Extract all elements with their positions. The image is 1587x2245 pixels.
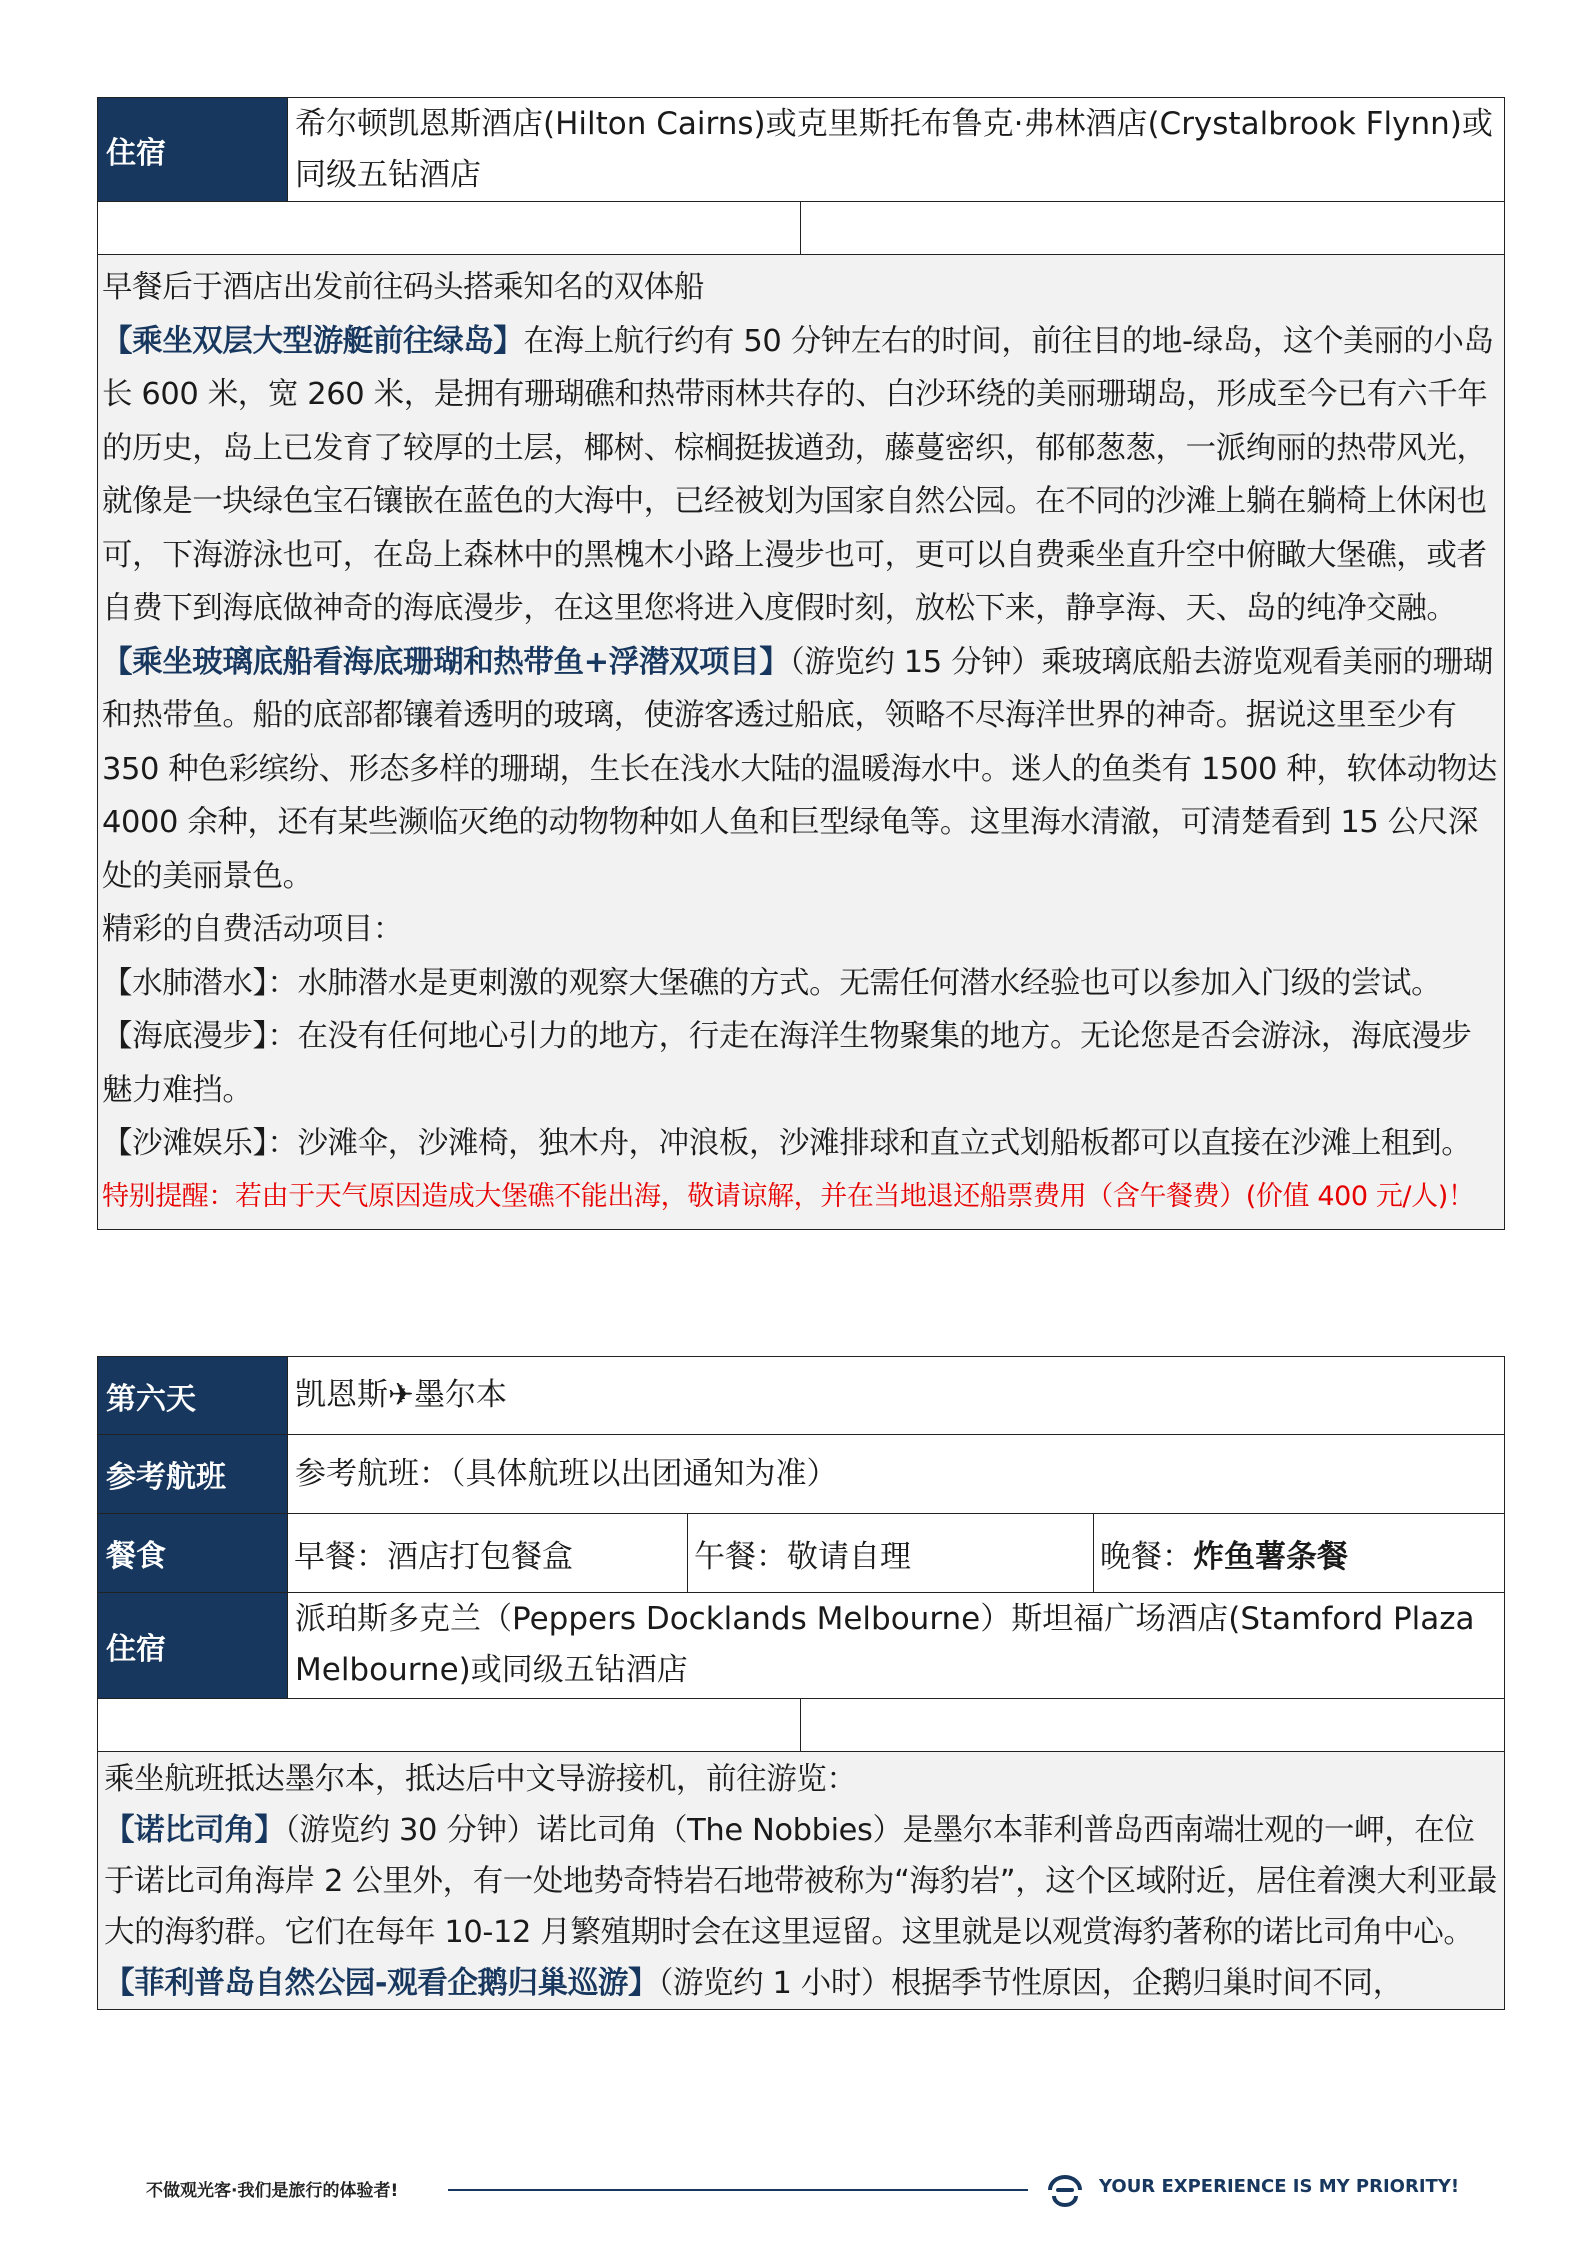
glass-boat-paragraph: 【乘坐玻璃底船看海底珊瑚和热带鱼+浮潜双项目】（游览约 15 分钟）乘玻璃底船去游览观看美丽的珊瑚和热带鱼。船的底部都镶着透明的玻璃，使游客透过船底，领略不尽海洋世界的神奇。据说这里至少有 350 种色彩缤纷、形态多样的珊瑚，生长在浅水大陆的温暖海水中。迷人的鱼类有 1500 种，软体动物达 4000 余种，还有某些濒临灭绝的动物物种如人鱼和巨型绿龟等。这里海水清澈，可清楚看到 15 公尺深处的美丽景色。 [102, 644, 1498, 894]
optional-scuba: 【水肺潜水】：水肺潜水是更刺激的观察大堡礁的方式。无需任何潜水经验也可以参加入门级的尝试。 [102, 965, 1442, 1001]
footer-slogan: 不做观光客·我们是旅行的体验者! [146, 2181, 399, 2201]
nobbies-title: 【诺比司角】 [104, 1813, 285, 1848]
green-island-paragraph: 【乘坐双层大型游艇前往绿岛】在海上航行约有 50 分钟左右的时间，前往目的地-绿岛，这个美丽的小岛长 600 米，宽 260 米，是拥有珊瑚礁和热带雨林共存的、白沙环绕的美丽珊瑚岛，形成至今已有六千年的历史，岛上已发育了较厚的土层，椰树、棕榈挺拔遒劲，藤蔓密织，郁郁葱葱，一派绚丽的热带风光，就像是一块绿色宝石镶嵌在蓝色的大海中，已经被划为国家自然公园。在不同的沙滩上躺在躺椅上休闲也可，下海游泳也可，在岛上森林中的黑槐木小路上漫步也可，更可以自费乘坐直升空中俯瞰大堡礁，或者自费下到海底做神奇的海底漫步，在这里您将进入度假时刻，放松下来，静享海、天、岛的纯净交融。 [102, 323, 1494, 626]
empty-row [98, 1699, 1504, 1752]
hotel-value: 希尔顿凯恩斯酒店(Hilton Cairns)或克里斯托布鲁克·弗林酒店(Crystalbrook Flynn)或同级五钻酒店 [295, 106, 1493, 193]
day6-itinerary-table [97, 1356, 1505, 2010]
hotel-label: 住宿 [98, 1593, 288, 1698]
hotel-value: 派珀斯多克兰（Peppers Docklands Melbourne）斯坦福广场酒店(Stamford Plaza Melbourne)或同级五钻酒店 [295, 1601, 1475, 1688]
penguin-paragraph: 【菲利普岛自然公园-观看企鹅归巢巡游】（游览约 1 小时）根据季节性原因，企鹅归巢时间不同， [104, 1966, 1403, 2001]
hotel-label: 住宿 [98, 98, 288, 201]
dinner: 晚餐： 炸鱼薯条餐 [1094, 1514, 1504, 1592]
day-row [98, 1357, 1504, 1435]
flight-value: 参考航班：（具体航班以出团通知为准） [295, 1455, 838, 1492]
lunch: 午餐：敬请自理 [688, 1514, 1094, 1592]
nobbies-paragraph: 【诺比司角】（游览约 30 分钟）诺比司角（The Nobbies）是墨尔本菲利普岛西南端壮观的一岬，在位于诺比司角海岸 2 公里外，有一处地势奇特岩石地带被称为“海豹岩”，这个区域附近，居住着澳大利亚最大的海豹群。它们在每年 10-12 月繁殖期时会在这里逗留。这里就是以观赏海豹著称的诺比司角中心。 [104, 1813, 1497, 1950]
meal-label: 餐食 [98, 1514, 288, 1592]
empty-row [98, 202, 1504, 255]
weather-warning: 特别提醒：若由于天气原因造成大堡礁不能出海，敬请谅解，并在当地退还船票费用（含午餐费）(价值 400 元/人)！ [102, 1180, 1475, 1212]
flight-label: 参考航班 [98, 1435, 288, 1513]
footer [0, 2160, 1587, 2220]
footer-divider [448, 2189, 1028, 2191]
dinner-value: 炸鱼薯条餐 [1193, 1538, 1348, 1575]
day5-itinerary-table [97, 97, 1505, 1230]
hotel-row [98, 98, 1504, 202]
day6-description [98, 1752, 1504, 2009]
day-label: 第六天 [98, 1357, 288, 1434]
green-island-title: 【乘坐双层大型游艇前往绿岛】 [102, 323, 524, 359]
brand-logo-icon [1040, 2170, 1090, 2210]
intro-text: 早餐后于酒店出发前往码头搭乘知名的双体船 [102, 270, 704, 305]
flight-row [98, 1435, 1504, 1514]
day5-description [98, 255, 1504, 1229]
day-route: 凯恩斯✈墨尔本 [295, 1377, 507, 1413]
penguin-title: 【菲利普岛自然公园-观看企鹅归巢巡游】 [104, 1966, 659, 2001]
footer-motto: YOUR EXPERIENCE IS MY PRIORITY! [1099, 2176, 1460, 2197]
optional-seawalk: 【海底漫步】：在没有任何地心引力的地方，行走在海洋生物聚集的地方。无论您是否会游泳，海底漫步魅力难挡。 [102, 1019, 1472, 1108]
intro-text: 乘坐航班抵达墨尔本，抵达后中文导游接机，前往游览： [104, 1762, 857, 1797]
glass-boat-title: 【乘坐玻璃底船看海底珊瑚和热带鱼+浮潜双项目】 [102, 644, 790, 680]
meal-row [98, 1514, 1504, 1593]
breakfast: 早餐：酒店打包餐盒 [288, 1514, 688, 1592]
optional-beach: 【沙滩娱乐】：沙滩伞，沙滩椅，独木舟，冲浪板，沙滩排球和直立式划船板都可以直接在沙滩上租到。 [102, 1126, 1472, 1161]
optional-title: 精彩的自费活动项目： [102, 912, 403, 947]
hotel-row [98, 1593, 1504, 1699]
